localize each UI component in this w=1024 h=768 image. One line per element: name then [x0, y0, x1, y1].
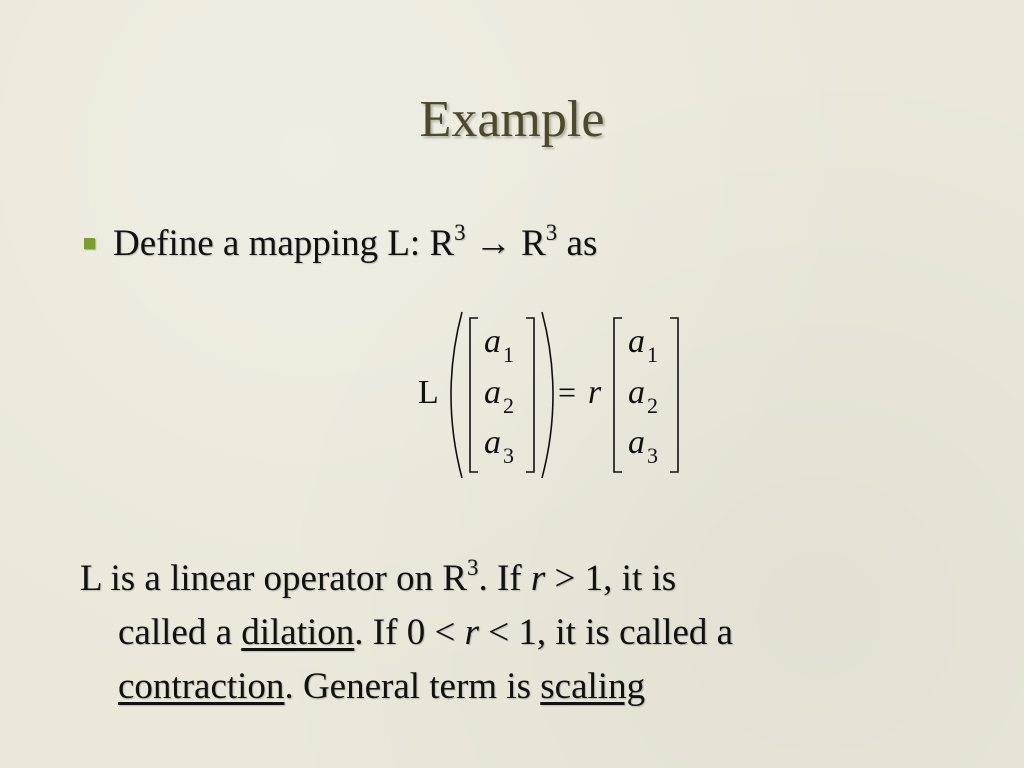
right-entry-var-2: a — [628, 374, 645, 411]
right-entry-sub-1: 1 — [647, 342, 658, 367]
equation-operator: L — [418, 374, 439, 411]
right-entry-sub-3: 3 — [647, 443, 658, 468]
right-entry-sub-2: 2 — [647, 393, 658, 418]
right-entry-var-3: a — [628, 424, 645, 461]
slide-title: Example — [419, 91, 605, 148]
p2-text-c: < 1, it is called a — [488, 612, 734, 653]
left-paren — [451, 312, 462, 478]
left-entry-sub-1: 1 — [503, 342, 514, 367]
p1-text-b: . If — [478, 558, 522, 599]
bullet-exponent-1: 3 — [454, 220, 466, 246]
left-matrix-open-bracket — [470, 318, 478, 472]
bullet-exponent-2: 3 — [545, 220, 558, 246]
bullet-arrow: → R — [474, 223, 546, 264]
explanation-paragraph — [80, 552, 960, 714]
p1-exponent: 3 — [467, 555, 479, 581]
right-paren — [542, 312, 553, 478]
right-matrix-close-bracket — [670, 318, 678, 472]
left-entry-sub-3: 3 — [503, 443, 514, 468]
mapping-equation — [410, 300, 710, 490]
p1-var-r: r — [530, 558, 546, 599]
term-scaling: scaling — [540, 666, 646, 707]
bullet-item — [84, 222, 597, 265]
left-entry-var-2: a — [484, 374, 501, 411]
paragraph-line-1 — [80, 552, 960, 606]
bullet-text — [113, 222, 597, 265]
square-bullet-icon — [84, 238, 95, 249]
term-dilation: dilation — [241, 612, 355, 653]
left-entry-sub-2: 2 — [503, 393, 514, 418]
right-entry-var-1: a — [628, 323, 645, 360]
equals-sign: = — [558, 374, 577, 410]
p1-text-c: > 1, it is — [554, 558, 677, 599]
term-contraction: contraction — [118, 666, 285, 707]
p2-var-r: r — [464, 612, 479, 653]
paragraph-line-2 — [80, 606, 960, 660]
paragraph-line-3 — [80, 660, 960, 714]
left-matrix-close-bracket — [526, 318, 534, 472]
scalar-r: r — [588, 374, 602, 411]
left-entry-var-3: a — [484, 424, 501, 461]
left-entry-var-1: a — [484, 323, 501, 360]
p3-text-a: . General term is — [284, 666, 532, 707]
bullet-suffix: as — [566, 223, 598, 264]
p2-text-a: called a — [118, 612, 232, 653]
p1-text-a: L is a linear operator on R — [80, 558, 468, 599]
right-matrix-open-bracket — [614, 318, 622, 472]
bullet-prefix: Define a mapping L: R — [113, 223, 455, 264]
p2-text-b: . If 0 < — [354, 612, 456, 653]
